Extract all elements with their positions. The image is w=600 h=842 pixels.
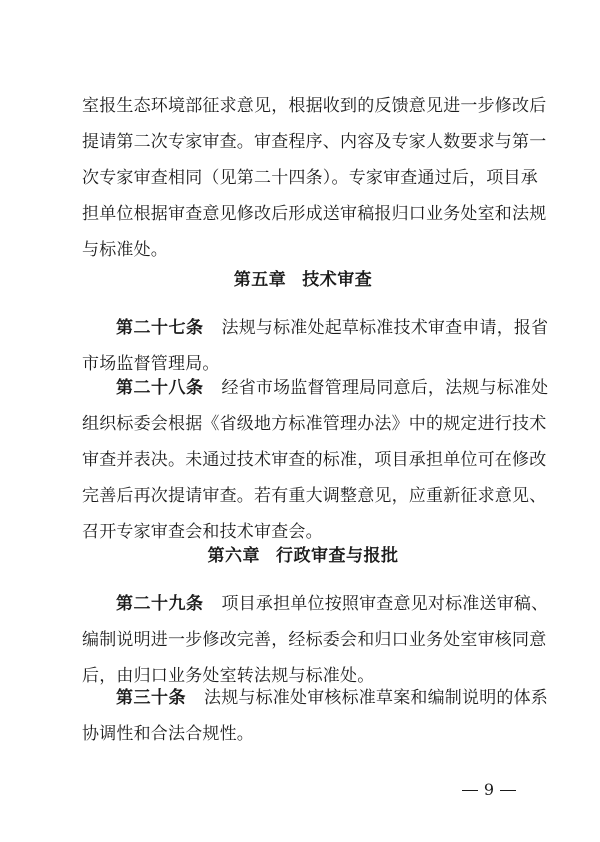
article-number: 第三十条 — [116, 688, 186, 708]
article-28 — [82, 370, 549, 550]
paragraph-line: 室报生态环境部征求意见，根据收到的反馈意见进一步修改后 — [82, 96, 547, 116]
dash-right — [500, 790, 516, 791]
chapter-number: 第五章 — [233, 270, 287, 290]
article-first-line — [82, 310, 549, 346]
article-first-line — [82, 586, 549, 622]
article-number: 第二十九条 — [116, 594, 204, 614]
chapter-title: 行政审查与报批 — [276, 546, 399, 566]
article-first-line — [82, 370, 549, 406]
paragraph-line: 与标准处。 — [82, 240, 168, 260]
article-text: 法规与标准处审核标准草案和编制说明的体系 — [204, 688, 548, 708]
article-text: 经省市场监督管理局同意后，法规与标准处 — [221, 378, 549, 398]
chapter-heading-6 — [82, 538, 524, 574]
article-text: 项目承担单位按照审查意见对标准送审稿、 — [221, 594, 549, 614]
article-line: 市场监督管理局。 — [82, 354, 220, 374]
page-number-value: 9 — [483, 780, 494, 799]
paragraph-line: 担单位根据审查意见修改后形成送审稿报归口业务处室和法规 — [82, 204, 547, 224]
article-line: 召开专家审查会和技术审查会。 — [82, 522, 323, 542]
article-number: 第二十七条 — [116, 318, 204, 338]
article-line: 完善后再次提请审查。若有重大调整意见，应重新征求意见、 — [82, 486, 547, 506]
article-first-line — [82, 680, 548, 716]
article-29 — [82, 586, 549, 694]
article-line: 编制说明进一步修改完善，经标委会和归口业务处室审核同意 — [82, 630, 547, 650]
page-number — [456, 778, 522, 802]
article-text: 法规与标准处起草标准技术审查申请，报省 — [221, 318, 549, 338]
chapter-title: 技术审查 — [302, 270, 373, 290]
article-number: 第二十八条 — [116, 378, 204, 398]
continued-paragraph — [82, 88, 547, 268]
article-line: 审查并表决。未通过技术审查的标准，项目承担单位可在修改 — [82, 450, 547, 470]
article-line: 后，由归口业务处室转法规与标准处。 — [82, 666, 375, 686]
article-line: 组织标委会根据《省级地方标准管理办法》中的规定进行技术 — [82, 414, 547, 434]
chapter-number: 第六章 — [207, 546, 260, 566]
article-line: 协调性和合法合规性。 — [82, 724, 254, 744]
paragraph-line: 次专家审查相同（见第二十四条）。专家审查通过后，项目承 — [82, 168, 538, 188]
article-30 — [82, 680, 548, 752]
chapter-heading-5 — [82, 262, 524, 298]
dash-left — [462, 790, 478, 791]
paragraph-line: 提请第二次专家审查。审查程序、内容及专家人数要求与第一 — [82, 132, 547, 152]
